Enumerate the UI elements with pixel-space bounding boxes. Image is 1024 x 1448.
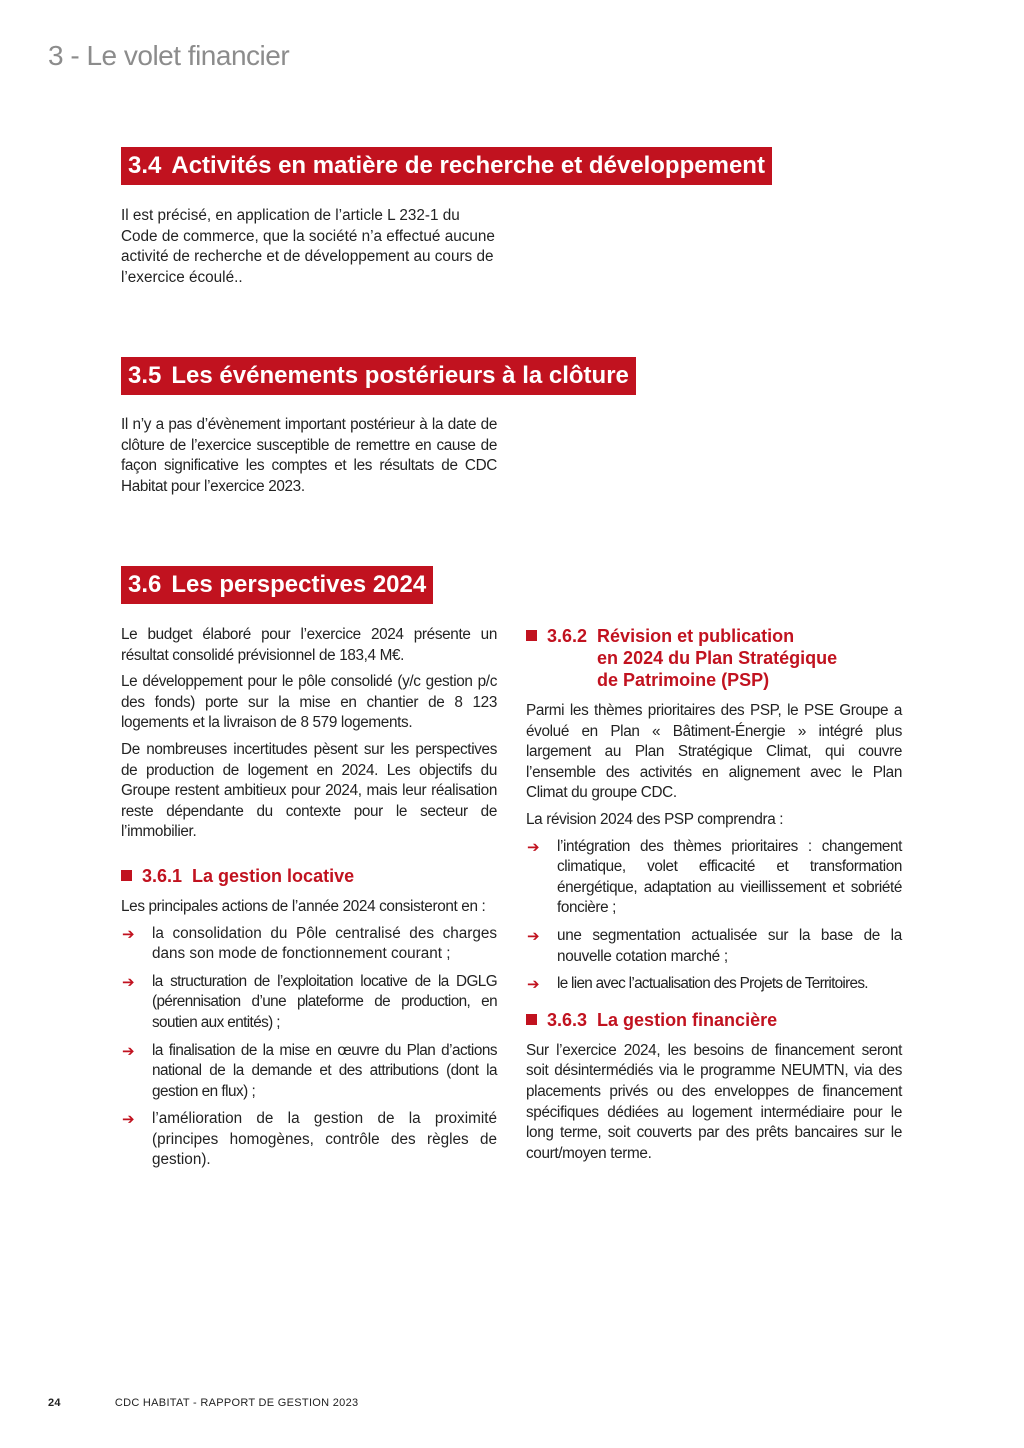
list-item xyxy=(526,837,902,919)
subsection-heading-3-6-3 xyxy=(526,1009,902,1031)
right-arrow-icon: ➔ xyxy=(122,1110,135,1129)
list-item xyxy=(121,972,497,1034)
section-number: 3.5 xyxy=(128,362,162,389)
subsection-number: 3.6.1 xyxy=(142,865,183,886)
paragraph: Parmi les thèmes prioritaires des PSP, le PSE Groupe a évolué en Plan « Bâtiment-Énergie » intégré plus largement au Plan Stratégique Climat, qui couvre l’ensemble des activités en alignement avec le Plan Climat du groupe CDC. xyxy=(526,702,902,802)
right-arrow-icon: ➔ xyxy=(122,972,135,991)
section-heading-3-5 xyxy=(121,357,636,395)
square-icon xyxy=(121,870,132,881)
list-item xyxy=(526,974,902,995)
list-item-text: le lien avec l’actualisation des Projets de Territoires. xyxy=(557,975,868,993)
right-arrow-icon: ➔ xyxy=(527,837,540,856)
section-title: Activités en matière de recherche et développement xyxy=(171,152,765,179)
section-3-4-body xyxy=(121,206,497,294)
subsection-number: 3.6.2 xyxy=(547,626,588,646)
section-number: 3.6 xyxy=(128,571,162,598)
paragraph: De nombreuses incertitudes pèsent sur les perspectives de production de logement en 2024. Les objectifs du Groupe restent ambitieux pour 2024, mais leur réalisation reste dépendante du contexte pour le secteur de l’immobilier. xyxy=(121,740,497,841)
paragraph: Sur l’exercice 2024, les besoins de financement seront soit désintermédiés via le programme NEUMTN, via des placements privés ou des enveloppes de financement spécifiques dédiées au logement intermédiaire pour le long terme, soit couverts par des prêts bancaires sur le court/moyen terme. xyxy=(526,1041,902,1162)
section-3-5-body xyxy=(121,415,497,503)
right-arrow-icon: ➔ xyxy=(527,975,540,994)
list-item xyxy=(121,1041,497,1103)
paragraph: Le budget élaboré pour l’exercice 2024 présente un résultat consolidé prévisionnel de 183,4 M€. xyxy=(121,626,497,664)
paragraph: Les principales actions de l’année 2024 consisteront en : xyxy=(121,897,486,915)
list-item-text: la finalisation de la mise en œuvre du Plan d’actions national de la demande et des attributions (dont la gestion en flux) ; xyxy=(152,1041,497,1100)
subsection-title: La gestion locative xyxy=(192,865,355,886)
list-item-text: l’intégration des thèmes prioritaires : changement climatique, volet efficacité et transformation énergétique, adaptation au vieillissement et sobriété foncière ; xyxy=(557,837,902,917)
bullet-list xyxy=(526,837,902,995)
subsection-heading-3-6-1 xyxy=(121,865,497,887)
list-item xyxy=(121,1109,497,1171)
footer-label: CDC HABITAT - RAPPORT DE GESTION 2023 xyxy=(114,1397,359,1409)
right-arrow-icon: ➔ xyxy=(122,924,135,943)
subsection-title-line: en 2024 du Plan Stratégique xyxy=(597,648,838,668)
section-heading-3-4 xyxy=(121,147,772,185)
list-item-text: la structuration de l’exploitation locative de la DGLG (pérennisation d’une plateforme de production, en soutien aux entités) ; xyxy=(152,972,497,1031)
bullet-list xyxy=(121,924,497,1172)
right-arrow-icon: ➔ xyxy=(122,1041,135,1060)
paragraph: Le développement pour le pôle consolidé (y/c gestion p/c des fonds) porte sur la mise en chantier de 8 123 logements et la livraison de 8 579 logements. xyxy=(121,673,497,732)
right-arrow-icon: ➔ xyxy=(527,926,540,945)
chapter-title: 3 - Le volet financier xyxy=(48,40,290,71)
list-item xyxy=(121,924,497,965)
list-item-text: une segmentation actualisée sur la base de la nouvelle cotation marché ; xyxy=(557,926,902,965)
paragraph: Il n’y a pas d’évènement important postérieur à la date de clôture de l’exercice susceptible de remettre en cause de façon significative les comptes et les résultats de CDC Habitat pour l’exercice 2023. xyxy=(121,416,497,495)
right-column xyxy=(526,625,902,1170)
paragraph: La révision 2024 des PSP comprendra : xyxy=(526,810,784,828)
list-item-text: la consolidation du Pôle centralisé des charges dans son mode de fonctionnement courant ; xyxy=(152,924,497,963)
list-item xyxy=(526,926,902,967)
subsection-title: La gestion financière xyxy=(597,1009,778,1030)
square-icon xyxy=(526,1014,537,1025)
subsection-heading-3-6-2 xyxy=(526,625,902,691)
paragraph: Il est précisé, en application de l’article L 232-1 du Code de commerce, que la société n’a effectué aucune activité de recherche et de développement au cours de l’exercice écoulé.. xyxy=(121,207,495,286)
list-item-text: l’amélioration de la gestion de la proximité (principes homogènes, contrôle des règles de gestion). xyxy=(152,1110,497,1169)
page-footer xyxy=(48,1397,358,1409)
subsection-title xyxy=(597,625,837,691)
page-number: 24 xyxy=(48,1397,61,1409)
subsection-title-line: Révision et publication xyxy=(597,626,795,646)
square-icon xyxy=(526,630,537,641)
section-title: Les événements postérieurs à la clôture xyxy=(171,362,629,389)
subsection-number: 3.6.3 xyxy=(547,1009,588,1030)
section-title: Les perspectives 2024 xyxy=(171,571,427,598)
section-heading-3-6 xyxy=(121,566,433,604)
left-column xyxy=(121,625,497,1179)
subsection-title-line: de Patrimoine (PSP) xyxy=(597,670,770,690)
section-number: 3.4 xyxy=(128,152,162,179)
